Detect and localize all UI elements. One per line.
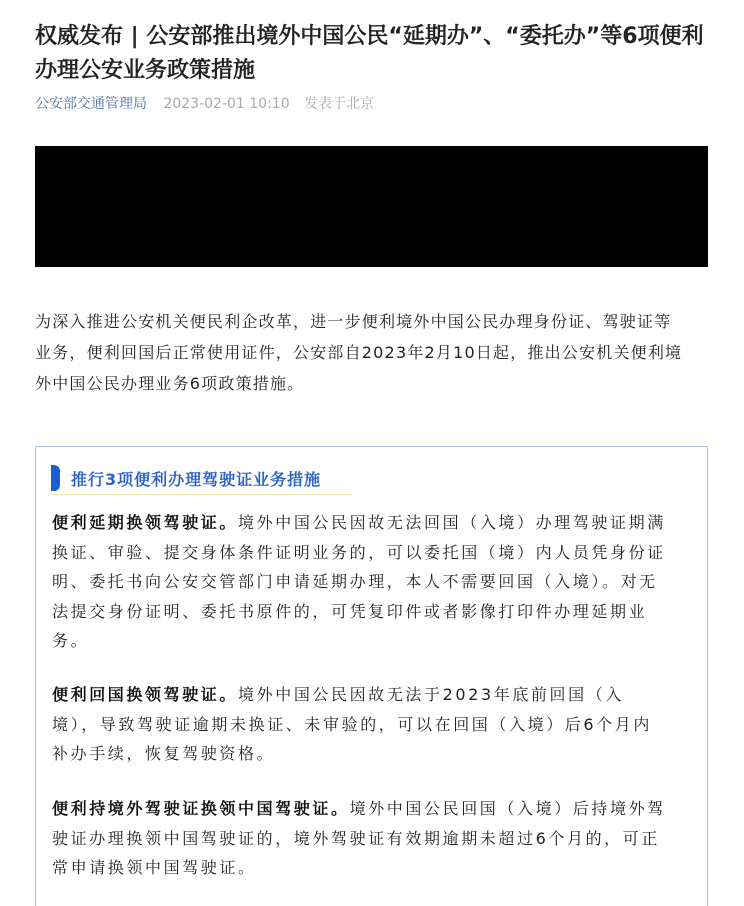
- policy-paragraph: [52, 680, 652, 769]
- text-line: 境外中国公民因故无法于2023年底前回国（入: [238, 685, 624, 704]
- policy-lead: 便利延期换领驾驶证。: [52, 513, 239, 532]
- intro-paragraph: [35, 306, 682, 399]
- policy-section-box: [35, 446, 708, 906]
- section-heading: [51, 461, 351, 495]
- text-line: 法提交身份证明、委托书原件的，可凭复印件或者影像打印件办理延期业: [52, 601, 648, 621]
- article-title: 权威发布 | 公安部推出境外中国公民“延期办”、“委托办”等6项便利办理公安业务政策措施: [35, 24, 704, 83]
- text-line: 为深入推进公安机关便民利企改革，进一步便利境外中国公民办理身份证、驾驶证等: [35, 312, 672, 331]
- policy-lead: 便利回国换领驾驶证。: [52, 685, 239, 704]
- policy-paragraph: [52, 794, 666, 883]
- text-line: 补办手续，恢复驾驶资格。: [52, 744, 276, 763]
- source-link[interactable]: 公安部交通管理局: [35, 96, 147, 112]
- text-line: 明、委托书向公安交管部门申请延期办理，本人不需要回国（入境）。对无: [52, 572, 658, 591]
- video-player[interactable]: [35, 146, 708, 267]
- text-line: 换证、审验、提交身体条件证明业务的，可以委托国（境）内人员凭身份证: [52, 542, 666, 562]
- text-line: 外中国公民办理业务6项政策措施。: [35, 374, 305, 393]
- text-line: 境），导致驾驶证逾期未换证、未审验的，可以在回国（入境）后6个月内: [52, 714, 652, 734]
- publish-location: 发表于北京: [304, 96, 375, 112]
- policy-paragraph: [52, 508, 666, 656]
- text-line: 常申请换领中国驾驶证。: [52, 858, 257, 877]
- text-line: 驶证办理换领中国驾驶证的，境外驾驶证有效期逾期未超过6个月的，可正: [52, 828, 660, 848]
- text-line: 务。: [52, 631, 90, 650]
- text-line: 境外中国公民因故无法回国（入境）办理驾驶证期满: [238, 513, 666, 532]
- publish-time: 2023-02-01 10:10: [163, 96, 290, 112]
- text-line: 境外中国公民回国（入境）后持境外驾: [349, 799, 666, 818]
- policy-lead: 便利持境外驾驶证换领中国驾驶证。: [52, 799, 350, 818]
- article-meta: [35, 93, 374, 113]
- heading-accent-bar: [51, 465, 60, 491]
- text-line: 业务，便利回国后正常使用证件，公安部自2023年2月10日起，推出公安机关便利境: [35, 343, 683, 362]
- section-heading-text: 推行3项便利办理驾驶证业务措施: [71, 470, 322, 489]
